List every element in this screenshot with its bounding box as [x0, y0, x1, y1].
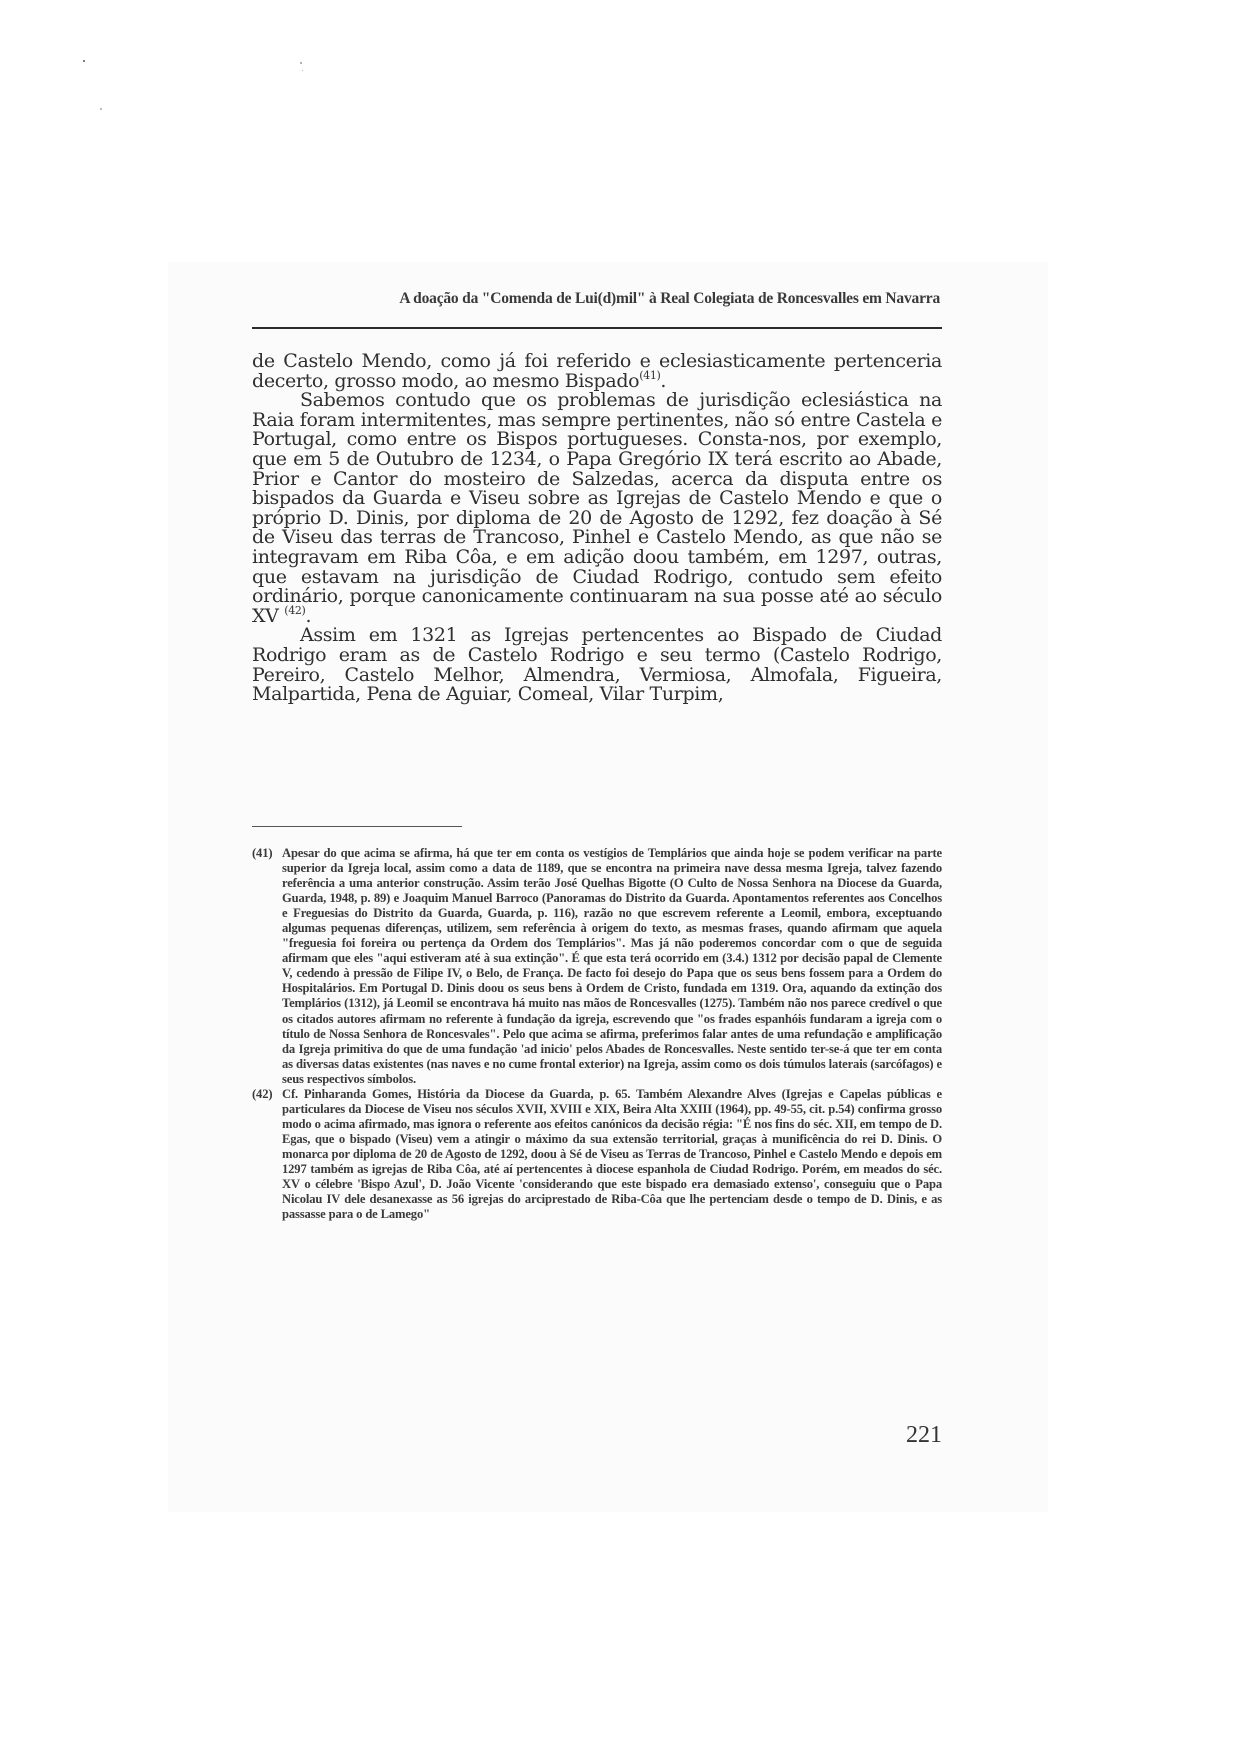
footnote-separator — [252, 826, 462, 827]
scan-speck — [83, 60, 85, 62]
scan-speck — [100, 108, 102, 110]
page-number: 221 — [906, 1422, 942, 1448]
footnote-text: Cf. Pinharanda Gomes, História da Diocese da Guarda, p. 65. Também Alexandre Alves (Igrejas e Capelas públicas e particulares da Diocese de Viseu nos séculos XVII, XVIII e XIX, Beira Alta XXIII (1964), pp. 49-55, cit. p.54) confirma grosso modo o acima afirmado, mas ignora o referente aos efeitos canónicos da decisão régia: "É nos fins do séc. XII, em tempo de D. Egas, que o bispado (Viseu) vem a atingir o máximo da sua extensão territorial, graças à munificência do rei D. Dinis. O monarca por diploma de 20 de Agosto de 1292, doou à Sé de Viseu as Terras de Trancoso, Pinhel e Castelo Mendo e depois em 1297 também as igrejas de Riba Côa, até aí pertencentes à diocese espanhola de Ciudad Rodrigo. Porém, em meados do séc. XV o célebre 'Bispo Azul', D. João Vicente 'considerando que este bispado era demasiado extenso', conseguiu que o Papa Nicolau IV dele desanexasse as 56 igrejas do arciprestado de Riba-Côa que lhe pertenciam desde o tempo de D. Dinis, e as passasse para o de Lamego" — [282, 1086, 942, 1222]
scan-speck — [302, 70, 303, 71]
body-text — [252, 352, 942, 705]
punctuation: . — [305, 604, 312, 627]
paragraph-text: Sabemos contudo que os problemas de jurisdição eclesiástica na Raia foram intermitentes, mas sempre pertinentes, não só entre Castela e Portugal, como entre os Bispos portugueses. Consta-nos, por exemplo, que em 5 de Outubro de 1234, o Papa Gregório IX terá escrito ao Abade, Prior e Cantor do mosteiro de Salzedas, acerca da disputa entre os bispados da Guarda e Viseu sobre as Igrejas de Castelo Mendo e que o próprio D. Dinis, por diploma de 20 de Agosto de 1292, fez doação à Sé de Viseu das terras de Trancoso, Pinhel e Castelo Mendo, as que não se integravam em Riba Côa, e em adição doou também, em 1297, outras, que estavam na jurisdição de Ciudad Rodrigo, contudo sem efeito ordinário, porque canonicamente continuaram na sua posse até ao século XV — [252, 389, 942, 627]
paragraph-text: de Castelo Mendo, como já foi referido e eclesiasticamente pertenceria decerto, grosso modo, ao mesmo Bispado — [252, 350, 942, 392]
paragraph-2 — [252, 391, 942, 626]
paragraph-text: Assim em 1321 as Igrejas pertencentes ao Bispado de Ciudad Rodrigo eram as de Castelo Rodrigo e seu termo (Castelo Rodrigo, Pereiro, Castelo Melhor, Almendra, Vermiosa, Almofala, Figueira, Malpartida, Pena de Aguiar, Comeal, Vilar Turpim, — [252, 624, 942, 706]
paragraph-3 — [252, 626, 942, 704]
footnotes — [252, 846, 942, 1222]
footnote-number: (42) — [252, 1086, 273, 1101]
scan-speck — [300, 62, 302, 64]
header-rule — [252, 327, 942, 329]
footnote-ref-41[interactable]: (41) — [639, 368, 661, 382]
footnote-ref-42[interactable]: (42) — [284, 603, 306, 617]
punctuation: . — [660, 369, 667, 392]
footnote-number: (41) — [252, 846, 273, 860]
paragraph-1 — [252, 352, 942, 391]
footnote-41 — [252, 846, 942, 1087]
footnote-42 — [252, 1087, 942, 1222]
footnote-text: Apesar do que acima se afirma, há que ter em conta os vestígios de Templários que ainda hoje se podem verificar na parte superior da Igreja local, assim como a data de 1189, que se encontra na primeira nave dessa mesma Igreja, talvez fazendo referência a uma anterior construção. Assim terão José Quelhas Bigotte (O Culto de Nossa Senhora na Diocese da Guarda, Guarda, 1948, p. 89) e Joaquim Manuel Barroco (Panoramas do Distrito da Guarda. Apontamentos referentes aos Concelhos e Freguesias do Distrito da Guarda, Guarda, p. 116), razão no que escrevem referente a Leomil, embora, exceptuando algumas pequenas diferenças, utilizem, sem referência à origem do texto, as mesmas frases, quando afirmam que aquela "freguesia foi foreira ou pertença da Ordem dos Templários". Mas já não poderemos concordar com o que de seguida afirmam que eles "aqui estiveram até à sua extinção". É que esta terá ocorrido em (3.4.) 1312 por decisão papal de Clemente V, cedendo à pressão de Filipe IV, o Belo, de França. De facto foi desejo do Papa que os seus bens fossem para a Ordem do Hospitalários. Em Portugal D. Dinis doou os seus bens à Ordem de Cristo, fundada em 1319. Ora, aquando da extinção dos Templários (1312), já Leomil se encontrava há muito nas mãos de Roncesvalles (1275). Também não nos parece credível o que os citados autores afirmam no referente à fundação da igreja, escrevendo que "os frades espanhóis fundaram a igreja com o título de Nossa Senhora de Roncesvales". Pelo que acima se afirma, preferimos falar antes de uma refundação e amplificação da Igreja primitiva do que de uma fundação 'ad inicio' pelos Abades de Roncesvalles. Neste sentido ter-se-á que ter em conta as diversas datas existentes (nas naves e no cume frontal exterior) na Igreja, assim como os dois túmulos laterais (sarcófagos) e seus respectivos símbolos. — [282, 846, 942, 1086]
running-header: A doação da "Comenda de Lui(d)mil" à Real Colegiata de Roncesvalles em Navarra — [399, 290, 940, 307]
